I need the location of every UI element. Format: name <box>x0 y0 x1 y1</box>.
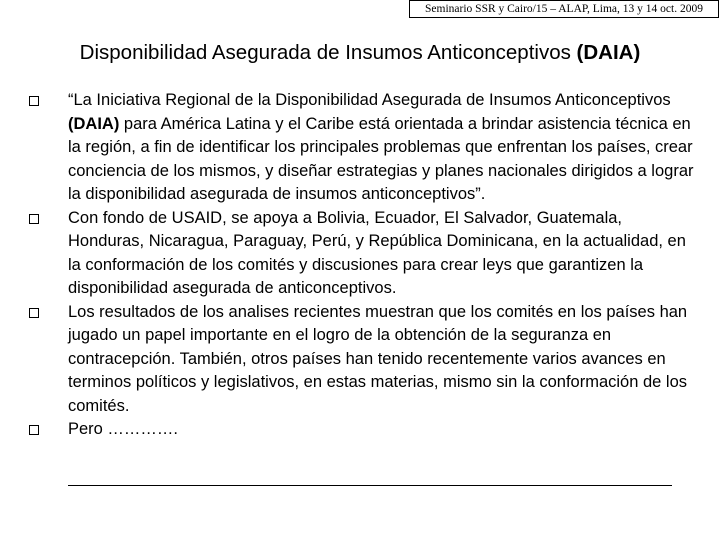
list-item <box>0 418 720 442</box>
list-item <box>0 207 720 301</box>
bullet-list <box>0 89 720 442</box>
list-item <box>0 301 720 419</box>
bullet-text-bold: (DAIA) <box>68 114 120 133</box>
bullet-text: Pero …………. <box>68 420 179 438</box>
bullet-text-start: “La Iniciativa Regional de la Disponibilidad Asegurada de Insumos Anticonceptivos <box>68 91 671 109</box>
divider <box>68 485 672 486</box>
square-bullet-icon <box>29 308 39 318</box>
title-main: Disponibilidad Asegurada de Insumos Anticonceptivos <box>79 41 577 64</box>
bullet-text: Con fondo de USAID, se apoya a Bolivia, Ecuador, El Salvador, Guatemala, Honduras, Nicaragua, Paraguay, Perú, y República Dominicana, en la actualidad, en la conformación de los comités y discusiones para crear leys que garantizen la disponibilidad asegurada de anticonceptivos. <box>68 208 686 297</box>
bullet-text-end: para América Latina y el Caribe está orientada a brindar asistencia técnica en la región, a fin de identificar los principales problemas que enfrentan los países, crear conciencia de los mismos, y diseñar estrategias y planes nacionales dirigidos a lograr la disponibilidad asegurada de insumos anticonceptivos”. <box>68 114 694 203</box>
square-bullet-icon <box>29 96 39 106</box>
square-bullet-icon <box>29 214 39 224</box>
header-box <box>409 0 719 18</box>
title-acronym: (DAIA) <box>576 41 641 64</box>
square-bullet-icon <box>29 425 39 435</box>
page-title <box>0 40 720 66</box>
bullet-text <box>68 89 698 207</box>
list-item <box>0 89 720 207</box>
bullet-text: Los resultados de los analises recientes muestran que los comités en los países han jugado un papel importante en el logro de la obtención de la seguranza en contracepción. También, otros países han tenido recentemente varios avances en terminos políticos y legislativos, en estas materias, mismo sin la conformación de los comités. <box>68 302 688 415</box>
header-label: Seminario SSR y Cairo/15 – ALAP, Lima, 13 y 14 oct. 2009 <box>425 3 703 15</box>
